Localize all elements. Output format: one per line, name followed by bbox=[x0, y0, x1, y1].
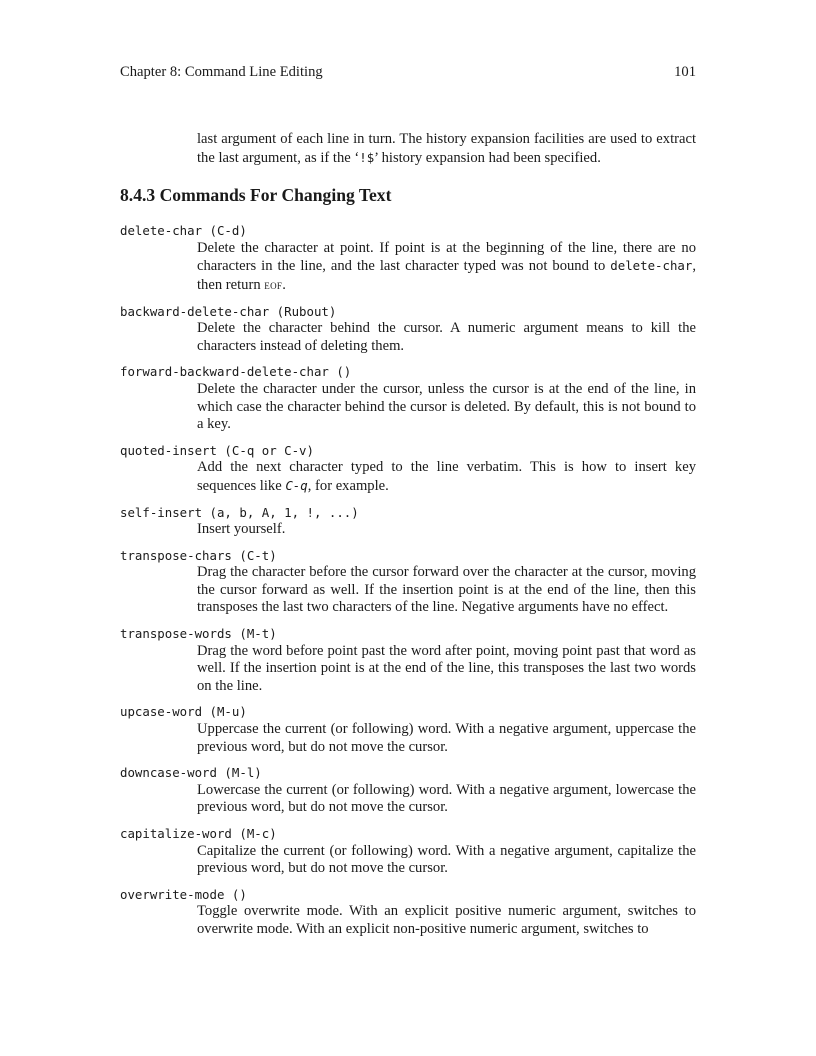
section-heading: 8.4.3 Commands For Changing Text bbox=[120, 185, 392, 206]
command-description: Toggle overwrite mode. With an explicit positive numeric argument, switches to overwrite mode. With an explicit non-positive numeric argument, switches to bbox=[197, 903, 696, 937]
command-description: Add the next character typed to the line verbatim. This is how to insert key sequences like C-q, for example. bbox=[197, 459, 696, 494]
command-description: Lowercase the current (or following) word. With a negative argument, lowercase the previous word, but do not move the cursor. bbox=[197, 781, 696, 816]
command-entry bbox=[120, 703, 696, 756]
command-term: transpose-words (M-t) bbox=[120, 626, 277, 642]
command-entry bbox=[120, 625, 696, 695]
command-entry bbox=[120, 363, 696, 433]
command-term: upcase-word (M-u) bbox=[120, 704, 247, 720]
intro-paragraph: last argument of each line in turn. The history expansion facilities are used to extract the last argument, as if the ‘!$’ history expansion had been specified. bbox=[197, 131, 696, 166]
command-entry bbox=[120, 547, 696, 617]
page-header bbox=[120, 63, 696, 81]
command-entry bbox=[120, 222, 696, 294]
command-description: Uppercase the current (or following) word. With a negative argument, uppercase the previous word, but do not move the cursor. bbox=[197, 721, 696, 755]
command-term: overwrite-mode () bbox=[120, 886, 247, 902]
command-term: backward-delete-char (Rubout) bbox=[120, 303, 337, 319]
command-entry bbox=[120, 886, 696, 939]
command-entry bbox=[120, 442, 696, 496]
command-description: Capitalize the current (or following) word. With a negative argument, capitalize the previous word, but do not move the cursor. bbox=[197, 842, 696, 877]
command-description: Drag the word before point past the word after point, moving point past that word as well. If the insertion point is at the end of the line, this transposes the last two words on the line. bbox=[197, 642, 696, 694]
command-entry bbox=[120, 764, 696, 817]
command-term: capitalize-word (M-c) bbox=[120, 826, 277, 841]
inline-code: delete-char bbox=[610, 258, 693, 274]
chapter-title: Chapter 8: Command Line Editing bbox=[120, 64, 323, 80]
command-description: Delete the character behind the cursor. A numeric argument means to kill the characters instead of deleting them. bbox=[197, 320, 696, 354]
command-description: Delete the character under the cursor, unless the cursor is at the end of the line, in which case the character behind the cursor is deleted. By default, this is not bound to a key. bbox=[197, 380, 696, 433]
command-term: self-insert (a, b, A, 1, !, ...) bbox=[120, 504, 359, 520]
command-entry bbox=[120, 504, 696, 539]
command-description: Drag the character before the cursor forward over the character at the cursor, moving the cursor forward as well. If the insertion point is at the end of the line, then this transposes the last two characters of the line. Negative arguments have no effect. bbox=[197, 564, 696, 616]
command-entry bbox=[120, 303, 696, 356]
key-sequence: C-q bbox=[285, 477, 308, 493]
command-entry bbox=[120, 825, 696, 878]
command-description: Insert yourself. bbox=[197, 521, 286, 538]
command-term: downcase-word (M-l) bbox=[120, 765, 262, 781]
command-term: forward-backward-delete-char () bbox=[120, 364, 352, 380]
page-body bbox=[120, 131, 696, 947]
page-number: 101 bbox=[674, 64, 696, 80]
command-term: quoted-insert (C-q or C-v) bbox=[120, 442, 314, 458]
command-term: delete-char (C-d) bbox=[120, 223, 247, 239]
small-caps-text: eof bbox=[264, 276, 283, 292]
command-description: Delete the character at point. If point is at the beginning of the line, there are no characters in the line, and the last character typed was not bound to delete-char, then return eof. bbox=[197, 239, 696, 293]
command-term: transpose-chars (C-t) bbox=[120, 547, 277, 563]
inline-code: !$ bbox=[359, 149, 375, 165]
